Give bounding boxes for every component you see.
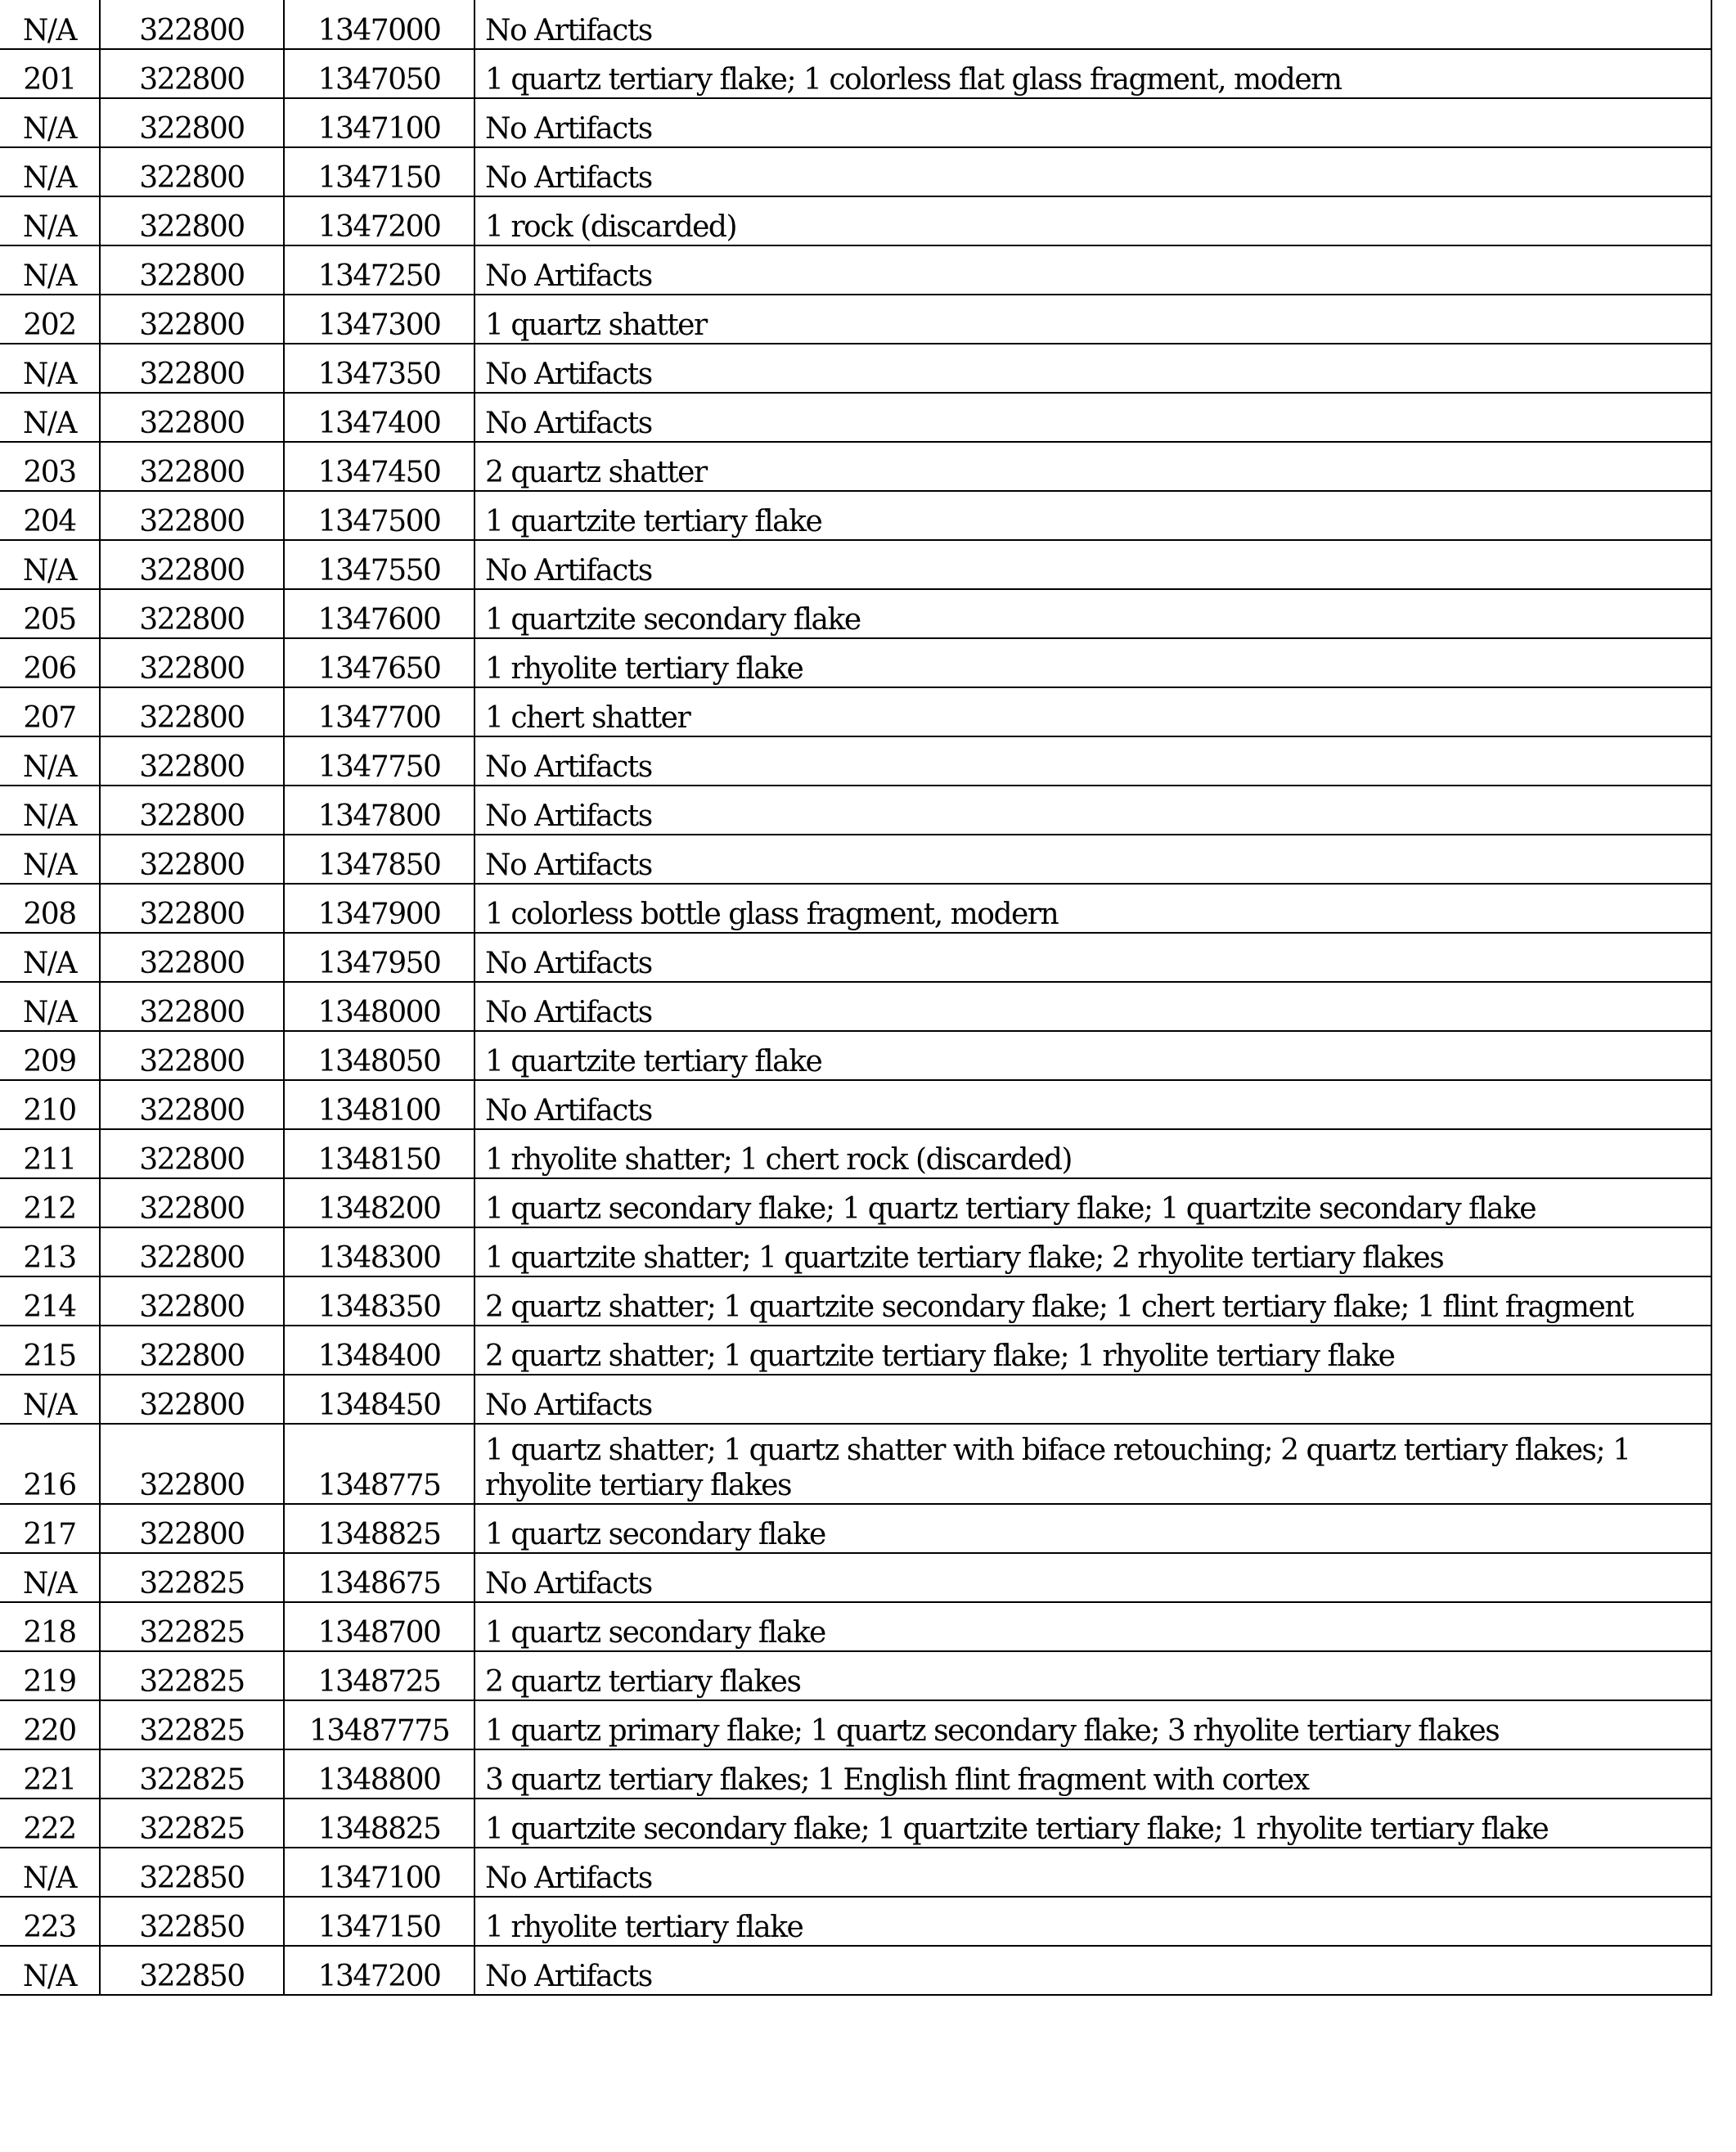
table-row <box>0 736 1711 786</box>
cell-northing: 1347500 <box>284 491 474 540</box>
cell-northing: 1348700 <box>284 1602 474 1651</box>
cell-shovel-test-number: 217 <box>0 1504 100 1553</box>
table-row <box>0 1700 1711 1749</box>
cell-easting: 322800 <box>100 835 284 884</box>
cell-shovel-test-number: 210 <box>0 1080 100 1129</box>
cell-artifact-description: No Artifacts <box>474 1375 1711 1424</box>
cell-easting: 322825 <box>100 1651 284 1700</box>
cell-easting: 322800 <box>100 295 284 344</box>
cell-shovel-test-number: 201 <box>0 49 100 98</box>
cell-shovel-test-number: 202 <box>0 295 100 344</box>
cell-artifact-description: No Artifacts <box>474 1080 1711 1129</box>
cell-northing: 1347900 <box>284 884 474 933</box>
cell-northing: 1347150 <box>284 147 474 196</box>
cell-easting: 322800 <box>100 0 284 49</box>
cell-shovel-test-number: N/A <box>0 835 100 884</box>
table-row <box>0 1799 1711 1848</box>
cell-easting: 322850 <box>100 1946 284 1995</box>
cell-artifact-description: 1 quartz secondary flake <box>474 1602 1711 1651</box>
cell-easting: 322825 <box>100 1602 284 1651</box>
table-row <box>0 540 1711 589</box>
cell-shovel-test-number: 218 <box>0 1602 100 1651</box>
cell-northing: 1347100 <box>284 98 474 147</box>
cell-shovel-test-number: 214 <box>0 1276 100 1326</box>
cell-northing: 1348675 <box>284 1553 474 1602</box>
table-row <box>0 1227 1711 1276</box>
cell-shovel-test-number: N/A <box>0 147 100 196</box>
table-row <box>0 491 1711 540</box>
cell-shovel-test-number: 209 <box>0 1031 100 1080</box>
table-row <box>0 1749 1711 1799</box>
cell-artifact-description: No Artifacts <box>474 147 1711 196</box>
cell-artifact-description: No Artifacts <box>474 982 1711 1031</box>
cell-shovel-test-number: 206 <box>0 638 100 687</box>
cell-shovel-test-number: N/A <box>0 344 100 393</box>
cell-shovel-test-number: 219 <box>0 1651 100 1700</box>
cell-shovel-test-number: N/A <box>0 540 100 589</box>
cell-shovel-test-number: 220 <box>0 1700 100 1749</box>
table-row <box>0 1276 1711 1326</box>
table-row <box>0 1080 1711 1129</box>
cell-easting: 322800 <box>100 98 284 147</box>
cell-northing: 1348400 <box>284 1326 474 1375</box>
cell-shovel-test-number: 222 <box>0 1799 100 1848</box>
cell-northing: 1347950 <box>284 933 474 982</box>
cell-northing: 1348725 <box>284 1651 474 1700</box>
cell-artifact-description: No Artifacts <box>474 1848 1711 1897</box>
cell-easting: 322800 <box>100 196 284 245</box>
cell-northing: 1347150 <box>284 1897 474 1946</box>
table-row <box>0 393 1711 442</box>
cell-artifact-description: No Artifacts <box>474 1946 1711 1995</box>
table-row <box>0 442 1711 491</box>
table-row <box>0 1553 1711 1602</box>
cell-artifact-description: No Artifacts <box>474 0 1711 49</box>
cell-shovel-test-number: N/A <box>0 736 100 786</box>
cell-artifact-description: No Artifacts <box>474 1553 1711 1602</box>
cell-artifact-description: No Artifacts <box>474 933 1711 982</box>
table-row <box>0 49 1711 98</box>
cell-easting: 322800 <box>100 49 284 98</box>
cell-easting: 322800 <box>100 1375 284 1424</box>
cell-northing: 1348450 <box>284 1375 474 1424</box>
cell-artifact-description: No Artifacts <box>474 736 1711 786</box>
cell-artifact-description: No Artifacts <box>474 786 1711 835</box>
cell-easting: 322800 <box>100 147 284 196</box>
table-row <box>0 1375 1711 1424</box>
cell-artifact-description: 2 quartz shatter; 1 quartzite tertiary flake; 1 rhyolite tertiary flake <box>474 1326 1711 1375</box>
cell-easting: 322800 <box>100 884 284 933</box>
cell-shovel-test-number: 207 <box>0 687 100 736</box>
cell-easting: 322800 <box>100 982 284 1031</box>
table-row <box>0 295 1711 344</box>
cell-shovel-test-number: N/A <box>0 933 100 982</box>
table-row <box>0 1129 1711 1178</box>
cell-northing: 1348825 <box>284 1799 474 1848</box>
cell-shovel-test-number: 211 <box>0 1129 100 1178</box>
cell-easting: 322800 <box>100 393 284 442</box>
table-row <box>0 0 1711 49</box>
table-row <box>0 1848 1711 1897</box>
cell-shovel-test-number: N/A <box>0 98 100 147</box>
cell-northing: 1347650 <box>284 638 474 687</box>
cell-easting: 322800 <box>100 1031 284 1080</box>
table-row <box>0 1946 1711 1995</box>
cell-artifact-description: 1 chert shatter <box>474 687 1711 736</box>
cell-northing: 1348300 <box>284 1227 474 1276</box>
cell-shovel-test-number: N/A <box>0 393 100 442</box>
cell-artifact-description: 1 quartz shatter <box>474 295 1711 344</box>
cell-artifact-description: 1 quartz secondary flake; 1 quartz tertiary flake; 1 quartzite secondary flake <box>474 1178 1711 1227</box>
cell-shovel-test-number: N/A <box>0 1946 100 1995</box>
cell-northing: 1347400 <box>284 393 474 442</box>
cell-artifact-description: No Artifacts <box>474 98 1711 147</box>
cell-shovel-test-number: N/A <box>0 1553 100 1602</box>
table-row <box>0 1178 1711 1227</box>
cell-artifact-description: 1 quartzite secondary flake <box>474 589 1711 638</box>
cell-easting: 322800 <box>100 687 284 736</box>
cell-northing: 1348825 <box>284 1504 474 1553</box>
table-row <box>0 589 1711 638</box>
cell-easting: 322800 <box>100 442 284 491</box>
cell-northing: 1347200 <box>284 1946 474 1995</box>
cell-northing: 1347200 <box>284 196 474 245</box>
cell-artifact-description: 1 quartzite tertiary flake <box>474 491 1711 540</box>
cell-artifact-description: 1 quartz shatter; 1 quartz shatter with biface retouching; 2 quartz tertiary flakes; 1 rhyolite tertiary flakes <box>474 1424 1711 1504</box>
cell-artifact-description: 1 rhyolite tertiary flake <box>474 1897 1711 1946</box>
cell-northing: 1347050 <box>284 49 474 98</box>
cell-easting: 322800 <box>100 933 284 982</box>
cell-shovel-test-number: 204 <box>0 491 100 540</box>
cell-artifact-description: 1 quartzite tertiary flake <box>474 1031 1711 1080</box>
table-row <box>0 1651 1711 1700</box>
cell-easting: 322825 <box>100 1799 284 1848</box>
cell-easting: 322800 <box>100 491 284 540</box>
cell-northing: 1348000 <box>284 982 474 1031</box>
table-row <box>0 147 1711 196</box>
cell-artifact-description: 1 quartz tertiary flake; 1 colorless flat glass fragment, modern <box>474 49 1711 98</box>
cell-northing: 1348050 <box>284 1031 474 1080</box>
cell-artifact-description: 1 quartz secondary flake <box>474 1504 1711 1553</box>
cell-easting: 322800 <box>100 589 284 638</box>
table-row <box>0 982 1711 1031</box>
table-row <box>0 884 1711 933</box>
cell-shovel-test-number: N/A <box>0 0 100 49</box>
cell-artifact-description: 2 quartz shatter; 1 quartzite secondary flake; 1 chert tertiary flake; 1 flint fragment <box>474 1276 1711 1326</box>
cell-shovel-test-number: 221 <box>0 1749 100 1799</box>
cell-artifact-description: 1 colorless bottle glass fragment, modern <box>474 884 1711 933</box>
cell-northing: 1348800 <box>284 1749 474 1799</box>
cell-artifact-description: 1 quartzite shatter; 1 quartzite tertiary flake; 2 rhyolite tertiary flakes <box>474 1227 1711 1276</box>
cell-easting: 322800 <box>100 638 284 687</box>
cell-northing: 1347700 <box>284 687 474 736</box>
cell-shovel-test-number: N/A <box>0 786 100 835</box>
cell-shovel-test-number: N/A <box>0 1375 100 1424</box>
cell-shovel-test-number: 213 <box>0 1227 100 1276</box>
cell-easting: 322800 <box>100 736 284 786</box>
cell-artifact-description: 1 rhyolite shatter; 1 chert rock (discarded) <box>474 1129 1711 1178</box>
cell-easting: 322800 <box>100 1080 284 1129</box>
cell-shovel-test-number: 203 <box>0 442 100 491</box>
table-row <box>0 98 1711 147</box>
cell-artifact-description: 3 quartz tertiary flakes; 1 English flint fragment with cortex <box>474 1749 1711 1799</box>
cell-northing: 1348200 <box>284 1178 474 1227</box>
cell-easting: 322800 <box>100 245 284 295</box>
table-row <box>0 933 1711 982</box>
cell-shovel-test-number: 208 <box>0 884 100 933</box>
cell-artifact-description: 1 rhyolite tertiary flake <box>474 638 1711 687</box>
cell-easting: 322800 <box>100 1424 284 1504</box>
cell-shovel-test-number: 205 <box>0 589 100 638</box>
cell-easting: 322825 <box>100 1749 284 1799</box>
cell-easting: 322825 <box>100 1553 284 1602</box>
table-row <box>0 1602 1711 1651</box>
cell-easting: 322800 <box>100 1227 284 1276</box>
cell-easting: 322800 <box>100 1129 284 1178</box>
cell-shovel-test-number: 215 <box>0 1326 100 1375</box>
cell-easting: 322800 <box>100 344 284 393</box>
cell-northing: 1348350 <box>284 1276 474 1326</box>
cell-northing: 1347800 <box>284 786 474 835</box>
cell-easting: 322800 <box>100 1326 284 1375</box>
table-row <box>0 835 1711 884</box>
cell-shovel-test-number: 223 <box>0 1897 100 1946</box>
cell-shovel-test-number: N/A <box>0 245 100 295</box>
cell-shovel-test-number: N/A <box>0 1848 100 1897</box>
table-row <box>0 196 1711 245</box>
cell-artifact-description: No Artifacts <box>474 245 1711 295</box>
cell-artifact-description: No Artifacts <box>474 344 1711 393</box>
table-row <box>0 1326 1711 1375</box>
cell-northing: 1347100 <box>284 1848 474 1897</box>
cell-artifact-description: 1 quartzite secondary flake; 1 quartzite tertiary flake; 1 rhyolite tertiary flake <box>474 1799 1711 1848</box>
cell-northing: 1347250 <box>284 245 474 295</box>
table-row <box>0 344 1711 393</box>
table-row <box>0 1897 1711 1946</box>
cell-northing: 1347450 <box>284 442 474 491</box>
table-row <box>0 638 1711 687</box>
cell-easting: 322800 <box>100 1276 284 1326</box>
cell-northing: 13487775 <box>284 1700 474 1749</box>
table-row <box>0 245 1711 295</box>
cell-northing: 1347750 <box>284 736 474 786</box>
cell-northing: 1347600 <box>284 589 474 638</box>
cell-northing: 1347850 <box>284 835 474 884</box>
cell-artifact-description: No Artifacts <box>474 540 1711 589</box>
cell-northing: 1348775 <box>284 1424 474 1504</box>
cell-artifact-description: No Artifacts <box>474 393 1711 442</box>
cell-easting: 322800 <box>100 1504 284 1553</box>
cell-northing: 1348100 <box>284 1080 474 1129</box>
cell-easting: 322800 <box>100 786 284 835</box>
cell-shovel-test-number: 212 <box>0 1178 100 1227</box>
cell-easting: 322800 <box>100 1178 284 1227</box>
cell-shovel-test-number: N/A <box>0 196 100 245</box>
cell-artifact-description: No Artifacts <box>474 835 1711 884</box>
cell-artifact-description: 1 quartz primary flake; 1 quartz secondary flake; 3 rhyolite tertiary flakes <box>474 1700 1711 1749</box>
table-row <box>0 687 1711 736</box>
cell-shovel-test-number: 216 <box>0 1424 100 1504</box>
table-row <box>0 1031 1711 1080</box>
cell-northing: 1347550 <box>284 540 474 589</box>
table-row <box>0 1504 1711 1553</box>
table-row <box>0 786 1711 835</box>
cell-artifact-description: 2 quartz tertiary flakes <box>474 1651 1711 1700</box>
cell-easting: 322850 <box>100 1848 284 1897</box>
cell-northing: 1347350 <box>284 344 474 393</box>
cell-easting: 322825 <box>100 1700 284 1749</box>
cell-easting: 322800 <box>100 540 284 589</box>
cell-northing: 1347000 <box>284 0 474 49</box>
cell-easting: 322850 <box>100 1897 284 1946</box>
table-row <box>0 1424 1711 1504</box>
cell-shovel-test-number: N/A <box>0 982 100 1031</box>
cell-artifact-description: 1 rock (discarded) <box>474 196 1711 245</box>
cell-northing: 1347300 <box>284 295 474 344</box>
cell-northing: 1348150 <box>284 1129 474 1178</box>
cell-artifact-description: 2 quartz shatter <box>474 442 1711 491</box>
